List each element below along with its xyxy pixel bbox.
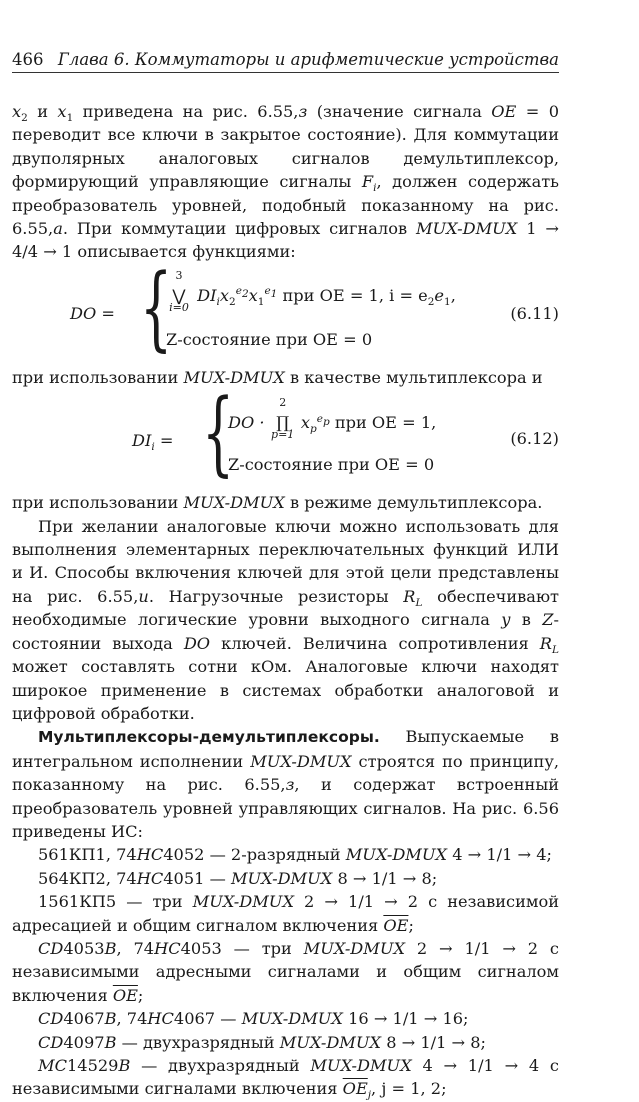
running-head: Глава 6. Коммутаторы и арифметические устройства: [57, 50, 559, 69]
list-item: 1561КП5 — три MUX-DMUX 2 → 1/1 → 2 с независимой адресацией и общим сигналом включения $\overline{OE}$;: [12, 892, 559, 935]
paragraph-2: при использовании MUX-DMUX в качестве мультиплексора и: [12, 367, 543, 387]
list-item: 564КП2, 74HC4051 — MUX-DMUX 8 → 1/1 → 8;: [38, 868, 438, 888]
equation-case-2: Z-состояние при OE = 0: [228, 455, 435, 475]
equation-number: (6.12): [510, 429, 559, 449]
page-body: [12, 100, 559, 1101]
equation-number: (6.11): [510, 303, 559, 323]
equation-case-2: Z-состояние при OE = 0: [166, 329, 373, 349]
paragraph-5: Мультиплексоры-демультиплексоры. Выпускаемые в интегральном исполнении MUX-DMUX строятся по принципу, показанному на рис. 6.55,з, и содержат встроенный преобразователь уровней управляющих сигналов. На рис. 6.56 приведены ИС:: [12, 727, 559, 841]
equation-lhs: DO =: [70, 303, 115, 323]
section-heading: Мультиплексоры-демультиплексоры.: [38, 728, 380, 747]
equation-case-1: DO · 2 ∏ p=1 $x_p^{e_p}$ при OE = 1,: [228, 396, 437, 442]
paragraph-4: При желании аналоговые ключи можно использовать для выполнения элементарных переключательных функций ИЛИ и И. Способы включения ключей для этой цели представлены на рис. 6.55,и. Нагрузочные резисторы $R_L$ обеспечивают необходимые логические уровни выходного сигнала y в Z-состоянии выхода DO ключей. Величина сопротивления $R_L$ может составлять сотни кОм. Аналоговые ключи находят широкое применение в системах обработки аналоговой и цифровой обработки.: [12, 516, 560, 723]
list-item: 561КП1, 74HC4052 — 2-разрядный MUX-DMUX 4 → 1/1 → 4;: [38, 845, 553, 865]
page-header: [12, 50, 559, 73]
paragraph-3: при использовании MUX-DMUX в режиме демультиплексора.: [12, 493, 543, 513]
equation-6-12: [12, 379, 559, 487]
page-number: 466: [12, 50, 44, 69]
equation-case-1: 3 ⋁ i=0 $DI_ix_2^{e_2}x_1^{e_1}$ при OE = 1, $i = e_2e_1$,: [169, 268, 456, 314]
equation-6-11: [12, 253, 559, 362]
paragraph-1: $x_2$ и $x_1$ приведена на рис. 6.55,з (значение сигнала OE = 0 переводит все ключи в закрытое состояние). Для коммутации двуполярных аналоговых сигналов демультиплексор, формирующий управляющие сигналы $F_i$, должен содержать преобразователь уровней, подобный показанному на рис. 6.55,а. При коммутации цифровых сигналов MUX-DMUX 1 → 4/4 → 1 описывается функциями:: [12, 102, 560, 262]
brace-icon: {: [202, 379, 235, 487]
equation-lhs: $DI_i$ =: [132, 431, 174, 454]
list-item: CD4053B, 74HC4053 — три MUX-DMUX 2 → 1/1 → 2 с независимыми адресными сигналами и общим сигналом включения $\overline{OE}$;: [12, 938, 560, 1005]
list-item: CD4097B — двухразрядный MUX-DMUX 8 → 1/1 → 8;: [38, 1032, 487, 1052]
list-item: MC14529B — двухразрядный MUX-DMUX 4 → 1/1 → 4 с независимыми сигналами включения $\overline{OE}_j$, j = 1, 2;: [12, 1056, 559, 1102]
brace-icon: {: [140, 253, 173, 361]
list-item: CD4067B, 74HC4067 — MUX-DMUX 16 → 1/1 → 16;: [38, 1009, 469, 1029]
